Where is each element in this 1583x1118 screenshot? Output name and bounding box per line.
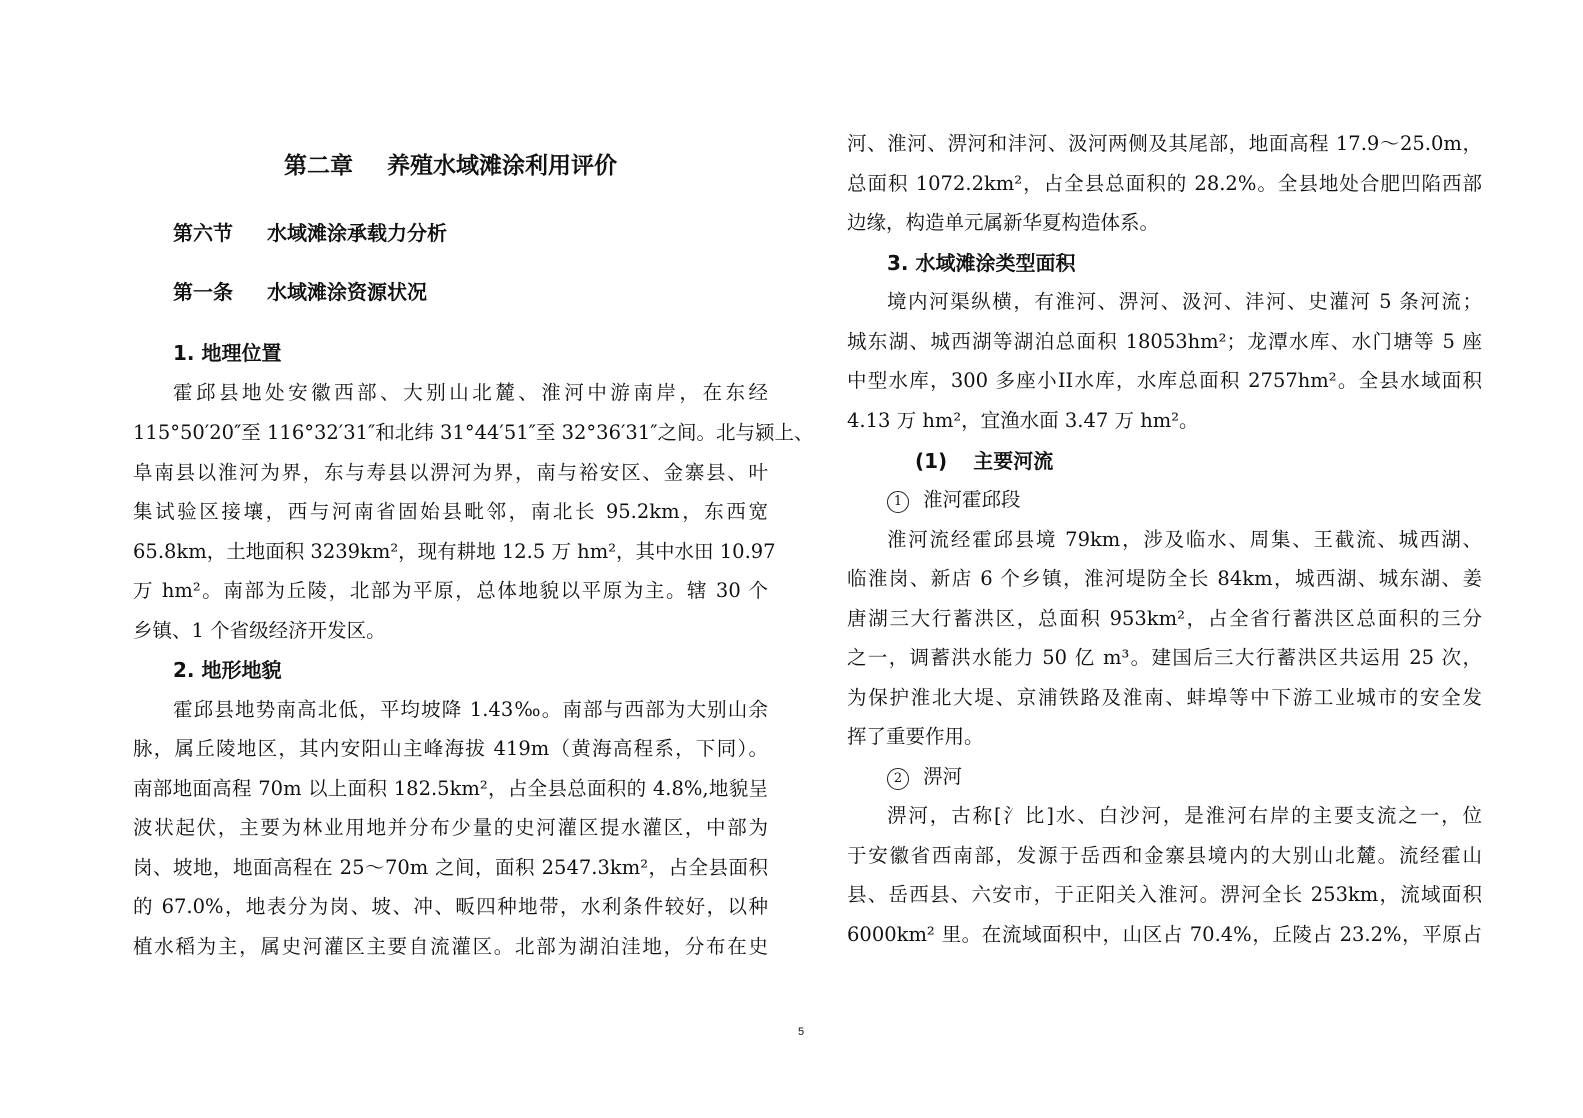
pi-line: 县、岳西县、六安市，于正阳关入淮河。淠河全长 253km，流域面积: [847, 883, 1482, 906]
huai-line: 为保护淮北大堤、京浦铁路及淮南、蚌埠等中下游工业城市的安全发: [847, 686, 1482, 709]
water-line: 4.13 万 hm²，宜渔水面 3.47 万 hm²。: [847, 409, 1199, 432]
geo-line: 阜南县以淮河为界，东与寿县以淠河为界，南与裕安区、金寨县、叶: [133, 461, 768, 484]
huai-line: 挥了重要作用。: [847, 725, 984, 748]
geo-line: 乡镇、1 个省级经济开发区。: [133, 619, 386, 642]
heading-main-rivers: [847, 441, 1550, 481]
circled-number-2: 2: [887, 768, 909, 790]
pi-line: 6000km² 里。在流域面积中，山区占 70.4%，丘陵占 23.2%，平原占: [847, 923, 1482, 946]
chapter-heading: [133, 146, 768, 186]
cont-line: 河、淮河、淠河和沣河、汲河两侧及其尾部，地面高程 17.9～25.0m，: [847, 132, 1482, 155]
circled-number-1: 1: [887, 491, 909, 513]
item-huai-heading: [847, 480, 1522, 520]
terrain-line: 南部地面高程 70m 以上面积 182.5km²，占全县总面积的 4.8%,地貌呈: [133, 777, 768, 800]
page-number: 5: [797, 1026, 805, 1038]
chapter-number: 第二章: [284, 153, 353, 179]
article-number: 第一条: [173, 280, 233, 304]
geo-line: 115°50′20″至 116°32′31″和北纬 31°44′51″至 32°36′31″之间。北与颍上、: [133, 421, 814, 444]
chapter-title: 养殖水域滩涂利用评价: [387, 153, 617, 179]
water-line: 中型水库，300 多座小II水库，水库总面积 2757hm²。全县水域面积: [847, 369, 1482, 392]
heading-title: 主要河流: [973, 449, 1054, 473]
section-number: 第六节: [173, 221, 233, 245]
huai-line: 淮河流经霍邱县境 79km，涉及临水、周集、王截流、城西湖、: [887, 528, 1482, 551]
heading-geography: 1. 地理位置: [173, 341, 282, 365]
terrain-line: 植水稻为主，属史河灌区主要自流灌区。北部为湖泊洼地，分布在史: [133, 935, 768, 958]
heading-water-area: 3. 水域滩涂类型面积: [887, 251, 1076, 275]
geo-line: 65.8km，土地面积 3239km²，现有耕地 12.5 万 hm²，其中水田 10.97: [133, 540, 776, 563]
cont-line: 边缘，构造单元属新华夏构造体系。: [847, 211, 1160, 234]
pi-line: 淠河，古称[氵比]水、白沙河，是淮河右岸的主要支流之一，位: [887, 804, 1482, 827]
huai-line: 唐湖三大行蓄洪区，总面积 953km²，占全省行蓄洪区总面积的三分: [847, 607, 1482, 630]
huai-line: 之一，调蓄洪水能力 50 亿 m³。建国后三大行蓄洪区共运用 25 次，: [847, 646, 1482, 669]
terrain-line: 脉，属丘陵地区，其内安阳山主峰海拔 419m（黄海高程系，下同）。: [133, 737, 768, 760]
pi-line: 于安徽省西南部，发源于岳西和金寨县境内的大别山北麓。流经霍山: [847, 844, 1482, 867]
cont-line: 总面积 1072.2km²，占全县总面积的 28.2%。全县地处合肥凹陷西部: [847, 172, 1482, 195]
geo-line: 集试验区接壤，西与河南省固始县毗邻，南北长 95.2km，东西宽: [133, 500, 768, 523]
terrain-line: 岗、坡地，地面高程在 25～70m 之间，面积 2547.3km²，占全县面积: [133, 856, 768, 879]
item-title: 淠河: [923, 765, 963, 788]
item-title: 淮河霍邱段: [923, 488, 1021, 511]
terrain-line: 波状起伏，主要为林业用地并分布少量的史河灌区提水灌区，中部为: [133, 816, 768, 839]
item-pi-heading: [847, 757, 1522, 797]
article-title: 水域滩涂资源状况: [267, 280, 427, 304]
section-heading: [133, 213, 808, 253]
section-title: 水域滩涂承载力分析: [267, 221, 447, 245]
article-heading: [133, 272, 808, 312]
heading-number: (1): [915, 449, 948, 473]
huai-line: 临淮岗、新店 6 个乡镇，淮河堤防全长 84km，城西湖、城东湖、姜: [847, 567, 1482, 590]
terrain-line: 霍邱县地势南高北低，平均坡降 1.43‰。南部与西部为大别山余: [173, 698, 768, 721]
geo-line: 万 hm²。南部为丘陵，北部为平原，总体地貌以平原为主。辖 30 个: [133, 579, 768, 602]
terrain-line: 的 67.0%，地表分为岗、坡、冲、畈四种地带，水利条件较好，以种: [133, 895, 768, 918]
water-line: 境内河渠纵横，有淮河、淠河、汲河、沣河、史灌河 5 条河流；: [887, 290, 1482, 313]
heading-terrain: 2. 地形地貌: [173, 658, 282, 682]
water-line: 城东湖、城西湖等湖泊总面积 18053hm²；龙潭水库、水门塘等 5 座: [847, 330, 1482, 353]
geo-line: 霍邱县地处安徽西部、大别山北麓、淮河中游南岸，在东经: [173, 381, 768, 404]
